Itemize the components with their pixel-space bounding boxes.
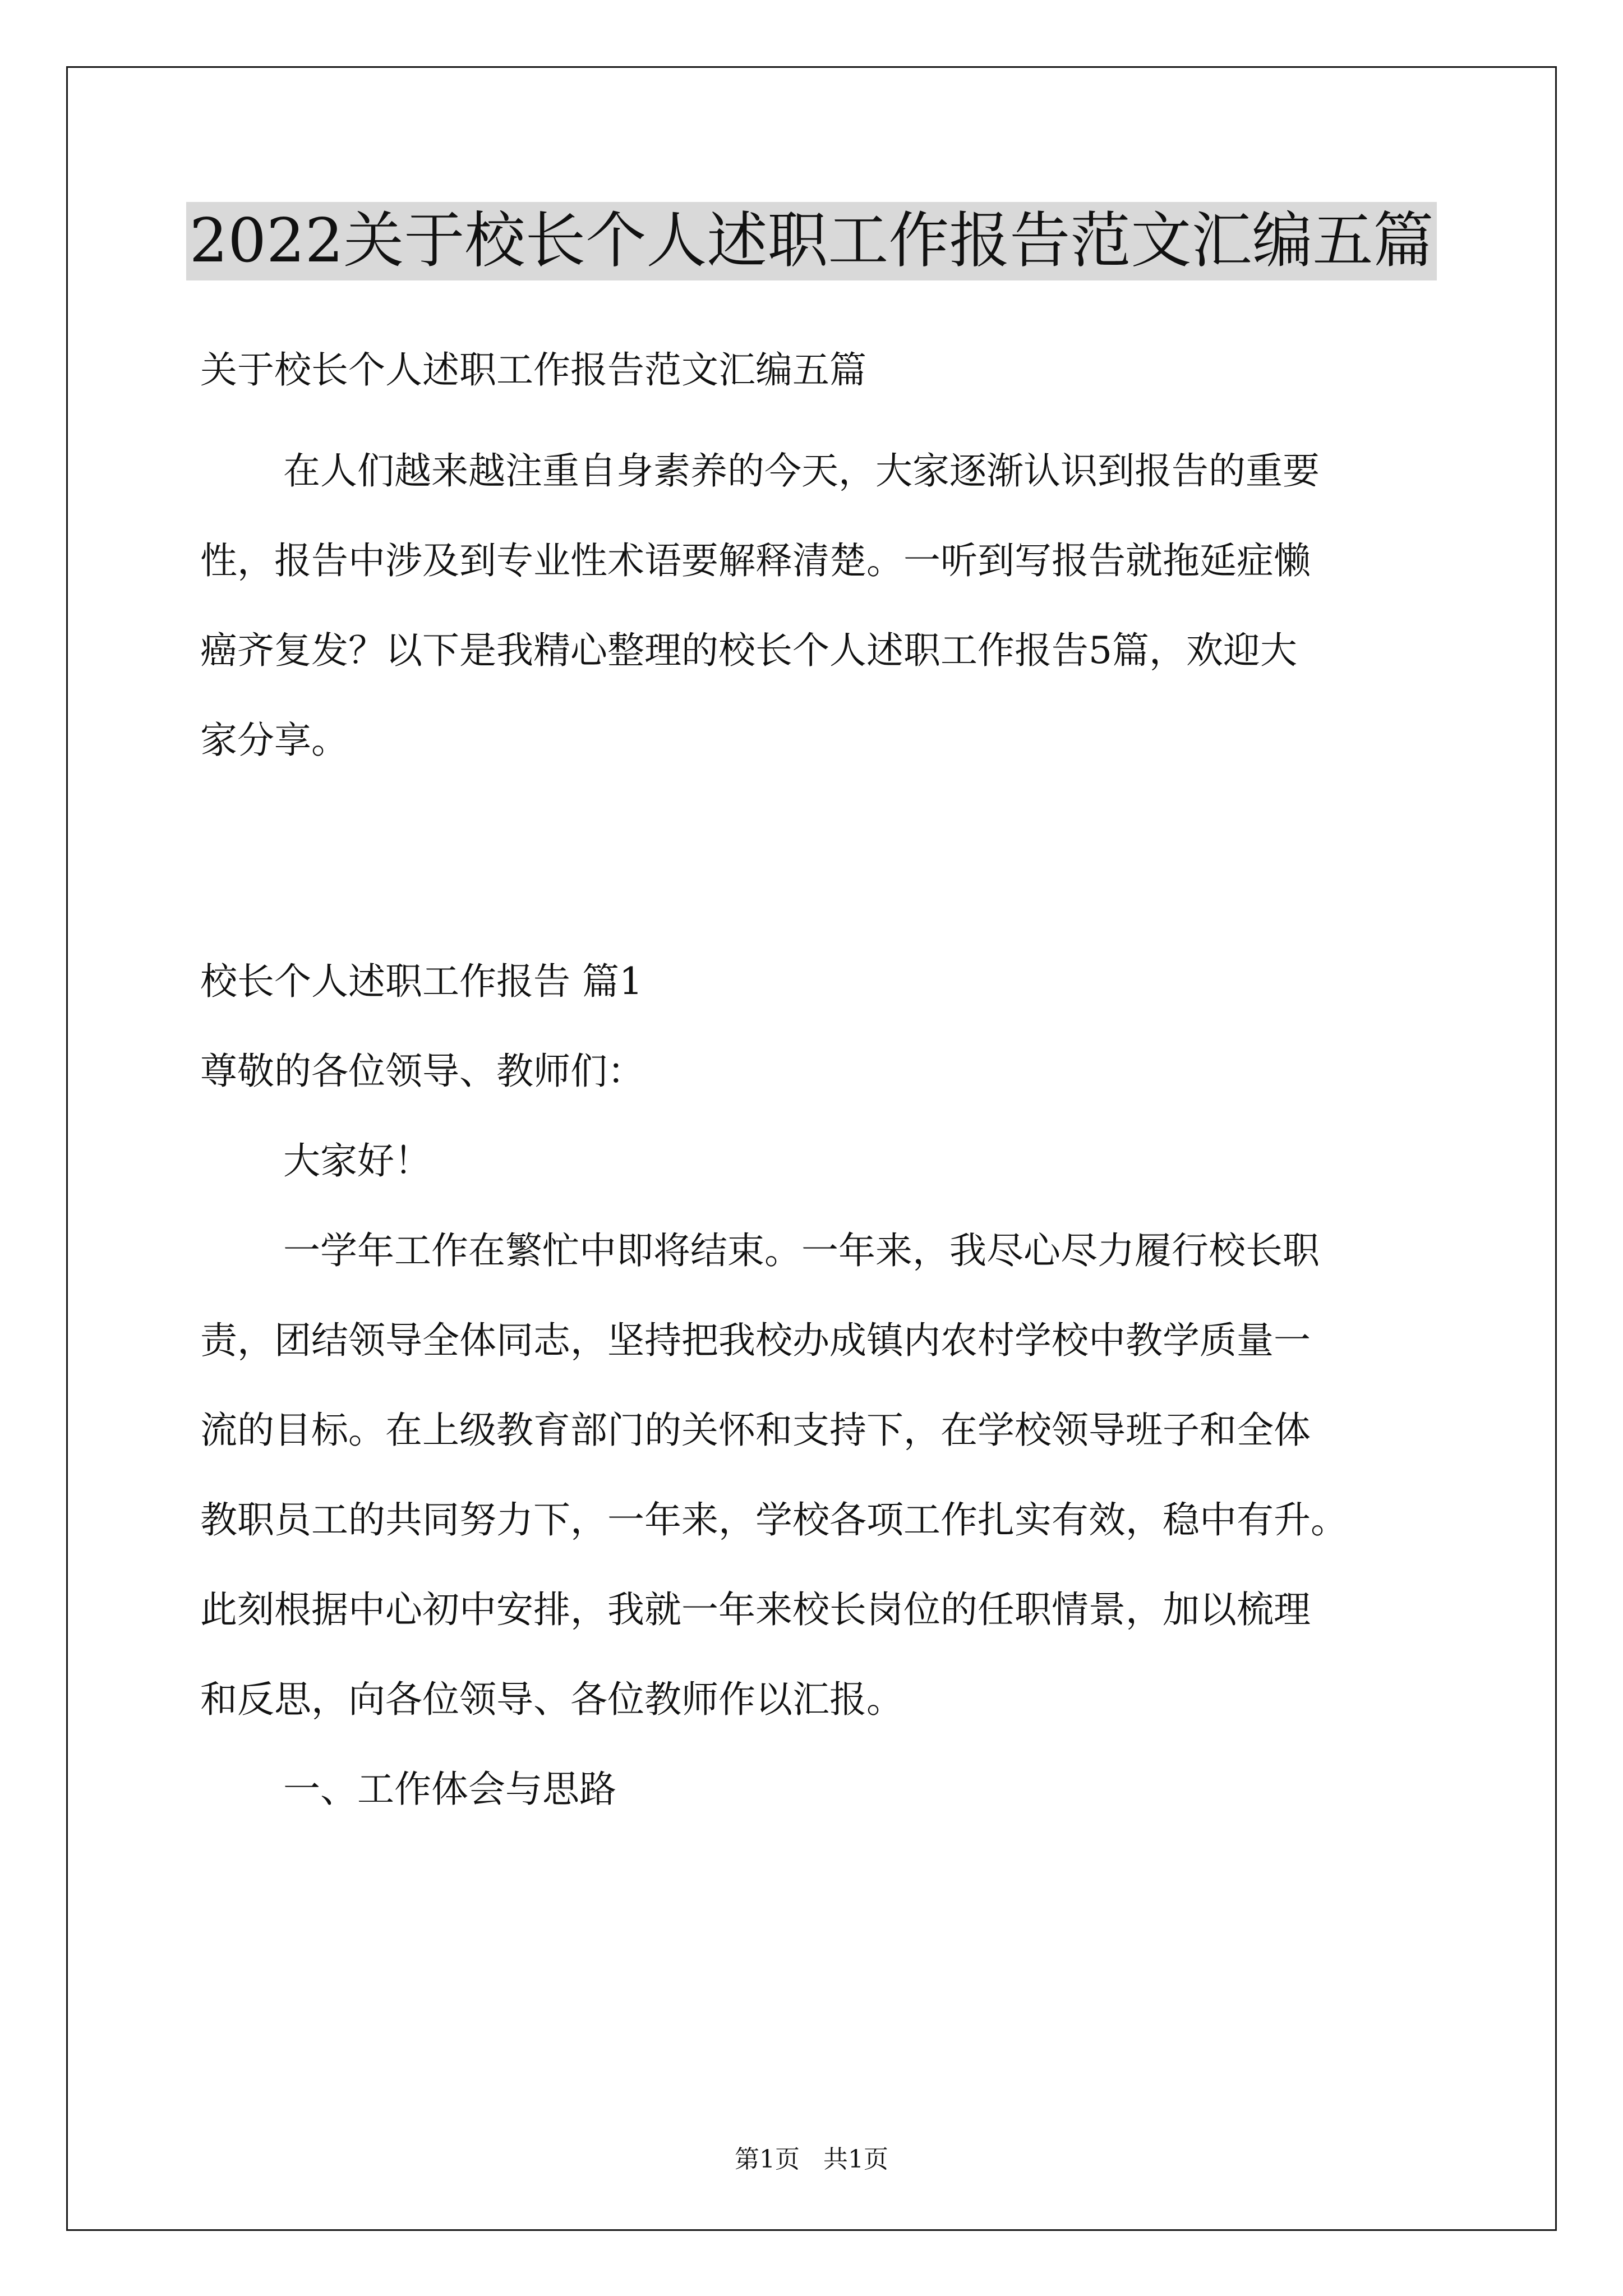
section-heading: 校长个人述职工作报告 篇1 [200,960,643,1003]
body-paragraph-line: 此刻根据中心初中安排，我就一年来校长岗位的任职情景，加以梳理 [200,1588,1311,1631]
page-number: 第1页 [735,2145,800,2174]
document-title: 2022关于校长个人述职工作报告范文汇编五篇 [186,202,1437,280]
salutation: 尊敬的各位领导、教师们： [200,1050,644,1093]
intro-paragraph-line: 癌齐复发？以下是我精心整理的校长个人述职工作报告5篇，欢迎大 [200,629,1297,672]
title-wrap [0,202,1623,280]
intro-paragraph-line: 在人们越来越注重自身素养的今天，大家逐渐认识到报告的重要 [283,449,1320,493]
intro-paragraph-line: 性，报告中涉及到专业性术语要解释清楚。一听到写报告就拖延症懒 [200,539,1311,582]
page-total: 共1页 [823,2145,888,2174]
body-paragraph-line: 流的目标。在上级教育部门的关怀和支持下，在学校领导班子和全体 [200,1409,1311,1452]
intro-paragraph-line: 家分享。 [200,719,348,762]
subtitle-line: 关于校长个人述职工作报告范文汇编五篇 [200,348,866,392]
subsection-heading: 一、工作体会与思路 [283,1768,616,1811]
body-paragraph-line: 和反思，向各位领导、各位教师作以汇报。 [200,1678,903,1721]
page-footer [0,2143,1623,2177]
body-paragraph-line: 一学年工作在繁忙中即将结束。一年来，我尽心尽力履行校长职 [283,1229,1320,1272]
body-paragraph-line: 责，团结领导全体同志，坚持把我校办成镇内农村学校中教学质量一 [200,1319,1311,1362]
body-paragraph-line: 教职员工的共同努力下，一年来，学校各项工作扎实有效，稳中有升。 [200,1498,1348,1542]
greeting: 大家好！ [283,1139,431,1182]
